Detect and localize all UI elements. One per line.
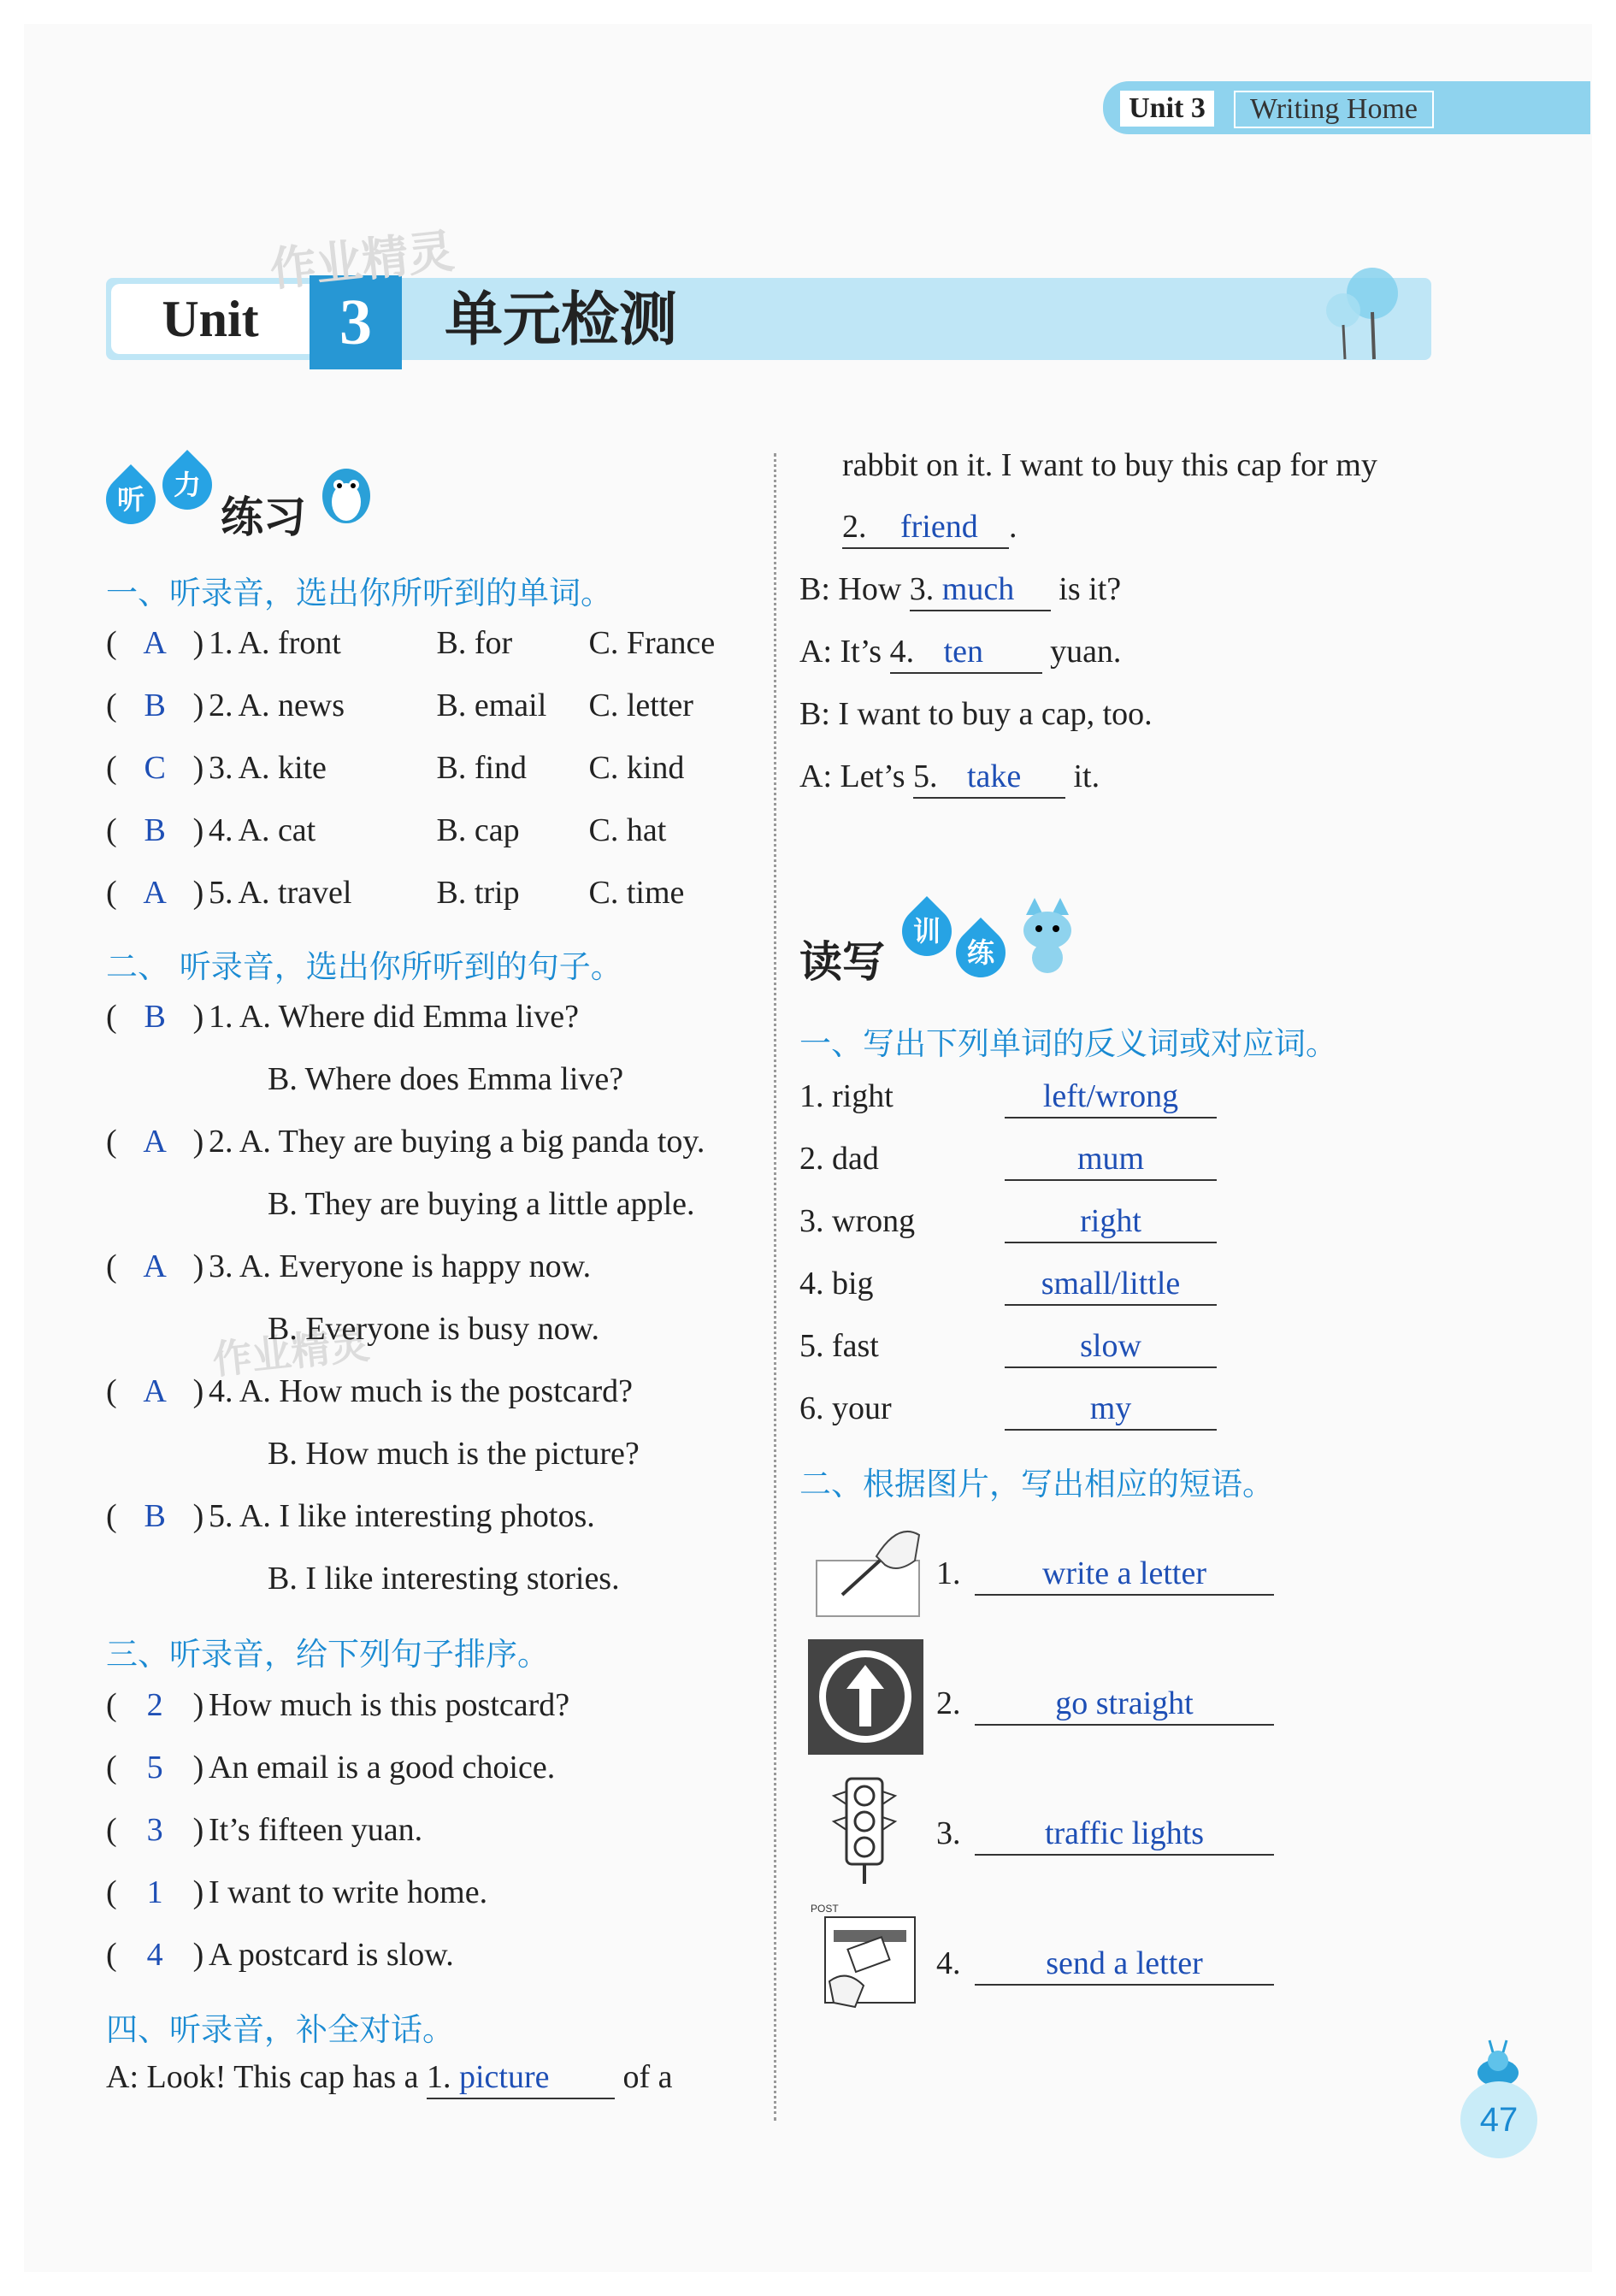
answer-blank <box>975 1943 1274 1986</box>
option-b: B. trip <box>436 875 520 911</box>
question-title: 二、根据图片，写出相应的短语。 <box>799 1466 1274 1502</box>
svg-text:POST: POST <box>811 1903 839 1915</box>
answer-bracket: ( C ) <box>106 747 209 788</box>
option-a: A. cat <box>238 812 316 848</box>
question-row <box>106 1121 705 1162</box>
header-unit: Unit 3 <box>1120 91 1214 127</box>
item-number: 4. <box>936 1945 961 1981</box>
tree-icon <box>1312 261 1424 363</box>
answer-bracket: ( B ) <box>106 996 209 1037</box>
answer-fill: 3 <box>146 1812 163 1848</box>
answer-bracket: ( A ) <box>106 872 209 913</box>
option-a: A. kite <box>238 750 327 786</box>
option-b: B. I like interesting stories. <box>268 1561 620 1597</box>
word: 5. fast <box>799 1328 879 1364</box>
answer-bracket: ( B ) <box>106 810 209 851</box>
option-a: 4. A. How much is the postcard? <box>209 1373 634 1409</box>
answer-fill: A <box>143 1124 167 1160</box>
question-row <box>106 1371 633 1412</box>
answer-bracket: ( A ) <box>106 1371 209 1412</box>
answer-bracket: ( A ) <box>106 1121 209 1162</box>
watermark: 作业精灵 <box>209 1320 372 1384</box>
question-row <box>106 1747 555 1788</box>
item-number: 1. <box>209 625 233 661</box>
page-number: 47 <box>1460 2081 1537 2158</box>
answer-fill: B <box>144 999 166 1035</box>
item-number: 2. <box>209 688 233 723</box>
answer-blank <box>975 1683 1274 1726</box>
phrase-row <box>936 1683 1274 1726</box>
answer-fill: slow <box>1080 1328 1141 1364</box>
section-label: 练习 <box>221 493 306 542</box>
word: 1. right <box>799 1078 894 1114</box>
sentence: A postcard is slow. <box>209 1937 454 1973</box>
option-a: A. front <box>238 625 341 661</box>
option-b: B. find <box>436 750 528 786</box>
phrase-row <box>936 1943 1274 1986</box>
answer-blank <box>975 1813 1274 1856</box>
header-title: Writing Home <box>1234 91 1434 128</box>
drop-icon: 听 <box>96 464 166 534</box>
phrase-row <box>936 1553 1274 1596</box>
answer-blank <box>1005 1076 1217 1118</box>
answer-fill: mum <box>1076 1141 1145 1177</box>
answer-fill: go straight <box>1055 1685 1194 1721</box>
word: 2. dad <box>799 1141 879 1177</box>
item-number: 1. <box>936 1555 961 1591</box>
question-row <box>106 1685 569 1726</box>
dialogue-line: rabbit on it. I want to buy this cap for my <box>842 447 1377 483</box>
word: 4. big <box>799 1266 874 1301</box>
answer-fill: A <box>143 1248 167 1284</box>
option-c: C. France <box>588 625 716 661</box>
option-b: B. for <box>436 625 513 661</box>
answer-bracket: ( 3 ) <box>106 1809 209 1850</box>
dialogue-line: A: Look! This cap has a 1. picture of a <box>106 2057 673 2099</box>
answer-fill: B <box>144 812 166 848</box>
answer-fill: 5 <box>146 1750 163 1785</box>
word-row <box>799 1076 1217 1118</box>
column-divider <box>774 453 776 2121</box>
dialogue-line: 2. friend . <box>842 506 1017 549</box>
traffic-light-icon <box>821 1774 906 1886</box>
answer-fill: write a letter <box>1041 1555 1206 1591</box>
option-a: 1. A. Where did Emma live? <box>209 999 580 1035</box>
answer-blank <box>1005 1263 1217 1306</box>
answer-fill: take <box>966 758 1022 794</box>
banner-unit-word: Unit <box>111 284 310 354</box>
answer-fill: ten <box>943 634 983 670</box>
cat-mascot-icon <box>1013 898 1082 975</box>
answer-blank <box>1005 1325 1217 1368</box>
answer-fill: much <box>941 571 1015 607</box>
watermark: 作业精灵 <box>267 223 457 298</box>
option-a: 2. A. They are buying a big panda toy. <box>209 1124 705 1160</box>
answer-fill: B <box>144 1498 166 1534</box>
question-row <box>106 996 579 1037</box>
answer-fill: C <box>144 750 166 786</box>
question-title: 四、听录音，补全对话。 <box>106 2011 454 2048</box>
item-number: 3. <box>209 750 233 786</box>
straight-arrow-sign-icon <box>808 1639 923 1755</box>
word-row <box>799 1388 1217 1431</box>
answer-fill: my <box>1089 1390 1132 1426</box>
answer-fill: A <box>143 875 167 911</box>
drop-icon: 练 <box>946 918 1016 988</box>
drop-icon: 训 <box>892 896 962 966</box>
banner-unit-number: 3 <box>310 275 402 369</box>
question-row <box>106 872 684 913</box>
penguin-mascot-icon <box>316 457 376 526</box>
answer-bracket: ( 4 ) <box>106 1934 209 1975</box>
item-number: 4. <box>209 812 233 848</box>
dialogue-line: A: Let’s 5. take it. <box>799 756 1100 799</box>
question-title: 二、 听录音，选出你所听到的句子。 <box>106 948 622 985</box>
answer-bracket: ( B ) <box>106 1496 209 1537</box>
item-number: 3. <box>936 1815 961 1851</box>
answer-blank <box>975 1553 1274 1596</box>
answer-fill: traffic lights <box>1044 1815 1205 1851</box>
question-row <box>106 1246 591 1287</box>
answer-blank <box>1005 1201 1217 1243</box>
word-row <box>799 1138 1217 1181</box>
snail-mascot-icon <box>1472 2037 1524 2088</box>
answer-bracket: ( A ) <box>106 1246 209 1287</box>
option-c: C. time <box>588 875 685 911</box>
item-number: 5. <box>209 875 233 911</box>
word-row <box>799 1263 1217 1306</box>
answer-fill: A <box>143 1373 167 1409</box>
banner-title: 单元检测 <box>445 286 678 354</box>
writing-hand-icon <box>808 1514 928 1620</box>
answer-fill: left/wrong <box>1042 1078 1179 1114</box>
option-a: 3. A. Everyone is happy now. <box>209 1248 592 1284</box>
option-b: B. They are buying a little apple. <box>268 1186 695 1222</box>
word-row <box>799 1325 1217 1368</box>
option-b: B. Where does Emma live? <box>268 1061 624 1097</box>
question-title: 一、听录音，选出你所听到的单词。 <box>106 575 612 611</box>
answer-fill: send a letter <box>1046 1945 1203 1981</box>
option-b: B. How much is the picture? <box>268 1436 640 1472</box>
question-row <box>106 747 684 788</box>
option-b: B. email <box>436 688 547 723</box>
answer-bracket: ( 2 ) <box>106 1685 209 1726</box>
sentence: An email is a good choice. <box>209 1750 556 1785</box>
sentence: I want to write home. <box>209 1874 488 1910</box>
question-row <box>106 1872 487 1913</box>
answer-blank <box>1005 1138 1217 1181</box>
option-b: B. Everyone is busy now. <box>268 1311 600 1347</box>
word-row <box>799 1201 1217 1243</box>
answer-fill: picture <box>459 2059 550 2095</box>
answer-fill: small/little <box>1041 1266 1181 1301</box>
option-a: A. news <box>238 688 345 723</box>
sentence: How much is this postcard? <box>209 1687 570 1723</box>
phrase-row <box>936 1813 1274 1856</box>
answer-bracket: ( 5 ) <box>106 1747 209 1788</box>
question-row <box>106 810 666 851</box>
option-c: C. letter <box>588 688 693 723</box>
dialogue-line: B: How 3. much is it? <box>799 569 1121 611</box>
answer-fill: B <box>144 688 166 723</box>
option-a: 5. A. I like interesting photos. <box>209 1498 595 1534</box>
question-row <box>106 1934 454 1975</box>
question-title: 三、听录音，给下列句子排序。 <box>106 1636 549 1673</box>
question-row <box>106 623 715 664</box>
answer-bracket: ( A ) <box>106 623 209 664</box>
answer-fill: 1 <box>146 1874 163 1910</box>
item-number: 2. <box>936 1685 961 1721</box>
dialogue-line: B: I want to buy a cap, too. <box>799 696 1153 732</box>
question-row <box>106 685 693 726</box>
answer-bracket: ( 1 ) <box>106 1872 209 1913</box>
answer-blank <box>1005 1388 1217 1431</box>
answer-fill: 2 <box>146 1687 163 1723</box>
word: 6. your <box>799 1390 892 1426</box>
answer-bracket: ( B ) <box>106 685 209 726</box>
dialogue-line: A: It’s 4. ten yuan. <box>799 631 1121 674</box>
option-c: C. kind <box>588 750 685 786</box>
answer-fill: right <box>1080 1203 1141 1239</box>
answer-fill: 4 <box>146 1937 163 1973</box>
answer-fill: A <box>143 625 167 661</box>
option-a: A. travel <box>238 875 352 911</box>
question-row <box>106 1809 422 1850</box>
section-label: 读写 <box>799 937 885 987</box>
option-c: C. hat <box>588 812 667 848</box>
answer-fill: friend <box>900 509 978 545</box>
option-b: B. cap <box>436 812 520 848</box>
question-title: 一、写出下列单词的反义词或对应词。 <box>799 1025 1337 1062</box>
question-row <box>106 1496 595 1537</box>
drop-icon: 力 <box>152 450 222 520</box>
word: 3. wrong <box>799 1203 916 1239</box>
sentence: It’s fifteen yuan. <box>209 1812 423 1848</box>
mailbox-icon <box>808 1900 928 2016</box>
